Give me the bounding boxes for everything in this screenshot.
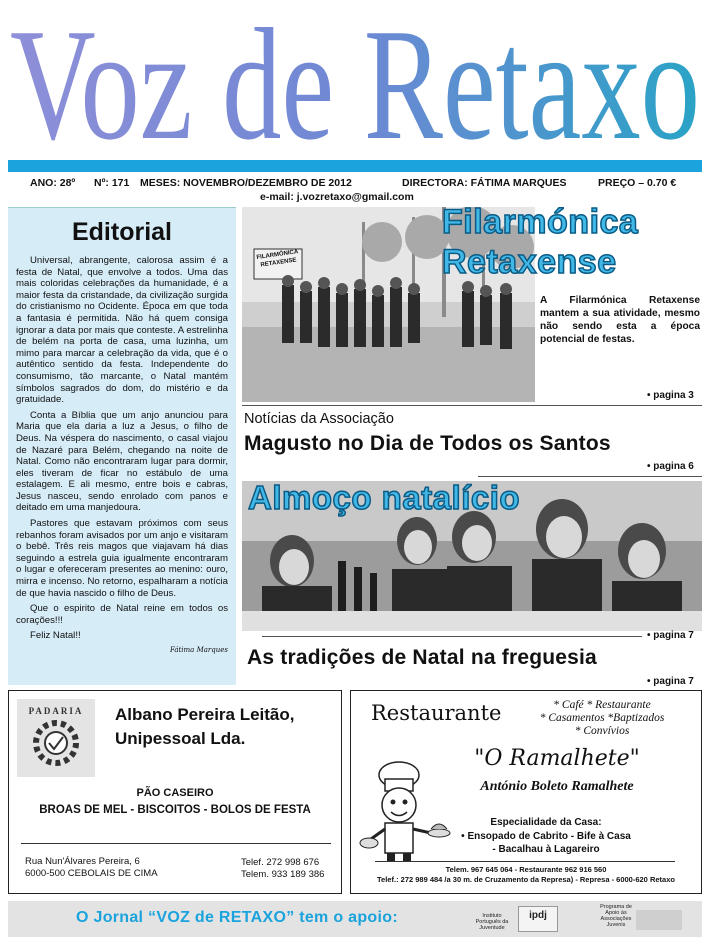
restaurante-advertisement — [350, 690, 702, 894]
divider — [262, 636, 642, 637]
editorial-paragraph: Feliz Natal!! — [30, 630, 81, 642]
restaurante-service: * Convívios — [574, 725, 630, 737]
masthead-title-art — [0, 0, 710, 160]
divider — [478, 476, 702, 477]
filarmonica-summary: A Filarmónica Retaxense mantem a sua atividade, mesmo não sendo esta a época potencial de festas. — [540, 295, 700, 345]
section-label-noticias: Notícias da Associação — [244, 411, 394, 427]
chef-illustration — [359, 757, 451, 863]
editorial-column — [8, 207, 236, 685]
sponsor-ipdj-text: ipdj — [529, 910, 547, 921]
tradicoes-page-ref[interactable]: • pagina 7 — [647, 676, 694, 687]
restaurante-services — [527, 699, 677, 738]
filarmonica-banner-text: FILARMÓNICA RETAXENSE — [256, 249, 299, 269]
editorial-paragraph: Que o espirito de Natal reine em todos os corações!!! — [16, 603, 228, 626]
masthead-title: Voz de Retaxo — [10, 0, 700, 160]
padaria-address — [25, 856, 158, 880]
restaurante-phones: Telem. 967 645 064 - Restaurante 962 916 560 — [445, 865, 607, 874]
sponsor-ipj: Instituto Português da Juventude — [475, 913, 509, 931]
divider — [242, 405, 702, 406]
divider — [375, 861, 675, 862]
issue-info-line — [30, 177, 690, 189]
restaurante-name: "O Ramalhete" — [474, 746, 640, 771]
restaurante-specialty: • Ensopado de Cabrito - Bife à Casa — [461, 831, 631, 842]
padaria-address-line1: Rua Nun'Álvares Pereira, 6 — [25, 856, 140, 867]
issue-months: MESES: NOVEMBRO/DEZEMBRO DE 2012 — [140, 177, 352, 189]
magusto-page-ref[interactable]: • pagina 6 — [647, 461, 694, 472]
editorial-paragraph: Conta a Bíblia que um anjo anunciou para Maria que ela daria a luz a Jesus, o filho de Deus. Na véspera do nascimento, o casal viajou de Nazaré para Belém, chegando na noite de Natal. Como não encontraram lugar para dormir, eles tiveram de ficar no estábulo de uma estalagem. E ali mesmo, entre bois e cabras, Jesus nasceu, sendo enrolado com panos e deitado em uma manjedoura. — [16, 409, 228, 514]
tradicoes-headline[interactable]: As tradições de Natal na freguesia — [247, 646, 597, 669]
restaurante-address: Telef.: 272 989 484 /a 30 m. de Cruzamento da Represa) - Represa - 6000-620 Retaxo — [377, 875, 675, 884]
masthead — [0, 0, 710, 160]
almoco-page-ref[interactable]: • pagina 7 — [647, 630, 694, 641]
almoco-headline[interactable]: Almoço natalício — [248, 479, 521, 516]
issue-director: DIRECTORA: FÁTIMA MARQUES — [402, 177, 567, 189]
support-text: O Jornal “VOZ de RETAXO” tem o apoio: — [76, 909, 398, 926]
restaurante-specialty-title: Especialidade da Casa: — [490, 817, 602, 828]
sponsor-ipdj-logo — [518, 906, 558, 932]
contact-email[interactable]: e-mail: j.vozretaxo@gmail.com — [260, 191, 414, 203]
padaria-address-line2: 6000-500 CEBOLAIS DE CIMA — [25, 868, 158, 879]
issue-year: ANO: 28º — [30, 177, 76, 189]
editorial-paragraph: Pastores que estavam próximos com seus rebanhos foram avisados por um anjo e visitaram o bebê. Três reis magos que viajavam há dias seguindo a estrela guia igualmente encontraram o lugar e ofereceram presentes ao menino: ouro, mirra e incenso. No retorno, espalharam a notícia de que havia nascido o filho de Deus. — [16, 518, 228, 599]
padaria-company-name — [115, 703, 295, 751]
issue-price: PREÇO – 0.70 € — [598, 177, 677, 189]
editorial-title: Editorial — [71, 218, 172, 246]
padaria-products: BROAS DE MEL - BISCOITOS - BOLOS DE FESTA — [39, 804, 311, 816]
editorial-signature: Fátima Marques — [169, 646, 228, 654]
padaria-phone-line1: Telef. 272 998 676 — [241, 857, 320, 868]
restaurante-owner: António Boleto Ramalhete — [480, 779, 634, 794]
magusto-headline[interactable]: Magusto no Dia de Todos os Santos — [244, 432, 611, 455]
padaria-advertisement — [8, 690, 342, 894]
padaria-phone-line2: Telem. 933 189 386 — [241, 869, 325, 880]
padaria-product-title: PÃO CASEIRO — [136, 787, 214, 799]
masthead-accent-bar — [8, 160, 702, 172]
padaria-company-line2: Unipessoal Lda. — [115, 729, 246, 748]
filarmonica-headline-line2[interactable]: Retaxense — [442, 243, 617, 281]
padaria-logo-text: PADARIA — [28, 706, 84, 716]
restaurante-service: * Casamentos *Baptizados — [539, 712, 665, 724]
sponsor-programa: Programa de Apoio às Associações Juvenis — [600, 904, 632, 928]
filarmonica-headline-line1[interactable]: Filarmónica — [442, 203, 639, 241]
filarmonica-page-ref[interactable]: • pagina 3 — [647, 390, 694, 401]
restaurante-specialties — [451, 830, 641, 856]
restaurante-title: Restaurante — [371, 701, 502, 725]
restaurante-service: * Café * Restaurante — [553, 699, 651, 711]
divider — [21, 843, 331, 844]
padaria-phones — [241, 857, 324, 881]
padaria-logo — [17, 699, 95, 777]
padaria-company-line1: Albano Pereira Leitão, — [115, 705, 295, 724]
support-footer — [8, 901, 702, 937]
issue-number: Nº: 171 — [94, 177, 130, 189]
editorial-paragraph: Universal, abrangente, calorosa assim é a festa de Natal, que envolve a todos. Uma das mais coloridas celebrações da humanidade, é a maior festa da cristandade, da civilização surgida do cristianismo no Ocidente. Época em que toda a fantasia é permitida. Não há quem consiga ignorar a data por mais que conteste. A estrelinha de belém na porta de casa, uma luzinha, um mimo para marcar a celebração da vida, que é o autêntico sentido da festa. Independente do consumismo, tão marcante, o Natal mantém símbolos sagrados do dom, do mistério e da gratuidade. — [16, 255, 228, 406]
restaurante-specialty: - Bacalhau à Lagareiro — [492, 844, 600, 855]
sponsor-programa-logo — [636, 910, 682, 930]
